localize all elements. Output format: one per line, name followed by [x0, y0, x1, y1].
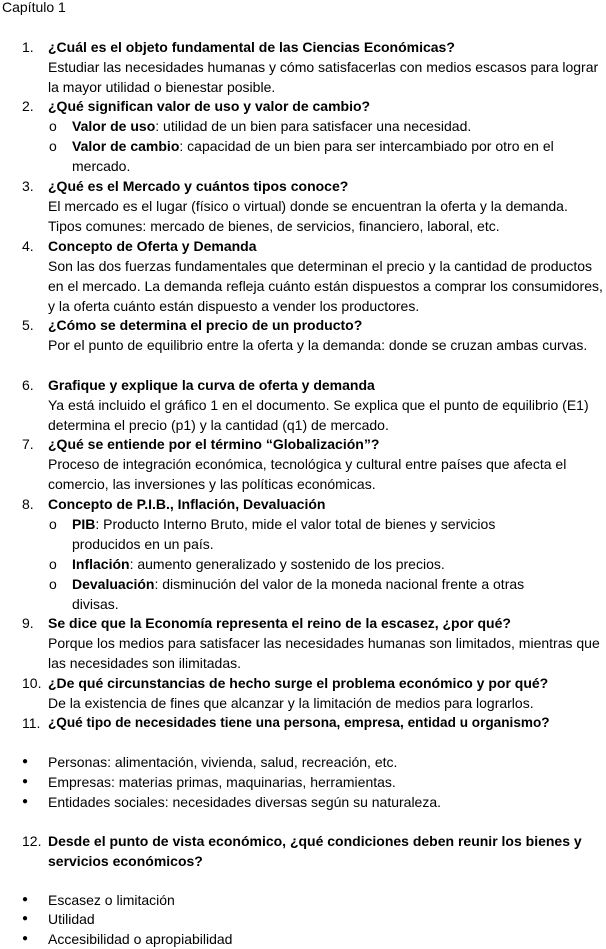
sub-bullet: o: [49, 556, 57, 572]
bullet-dot: ●: [22, 933, 29, 944]
answer-text: Proceso de integración económica, tecnológica y cultural entre países que afecta el comercio, las inversiones y las políticas económicas.: [48, 456, 567, 492]
answer-text: Porque los medios para satisfacer las necesidades humanas son limitados, mientras que las necesidades son ilimitadas.: [48, 635, 600, 671]
question-title: Se dice que la Economía representa el reino de la escasez, ¿por qué?: [48, 615, 511, 631]
question-number: 4.: [22, 238, 34, 254]
question-title: Grafique y explique la curva de oferta y demanda: [48, 377, 375, 393]
question-title: ¿Qué es el Mercado y cuántos tipos conoce?: [48, 178, 349, 194]
bullet-dot: ●: [22, 796, 29, 807]
answer-text: Son las dos fuerzas fundamentales que determinan el precio y la cantidad de productos en el mercado. La demanda refleja cuánto están dispuestos a comprar los consumidores, y la oferta cuánto están dispuesto a vender los productores.: [48, 258, 603, 314]
question-title: Desde el punto de vista económico, ¿qué condiciones deben reunir los bienes y servicios económicos?: [48, 833, 582, 869]
sub-bullet: o: [49, 138, 57, 154]
definition: : Producto Interno Bruto, mide el valor total de bienes y servicios producidos en un país.: [72, 516, 496, 552]
sub-bullet: o: [49, 516, 57, 532]
term: Devaluación: [72, 576, 155, 592]
question-number: 6.: [22, 377, 34, 393]
answer-text: De la existencia de fines que alcanzar y la limitación de medios para lograrlos.: [48, 695, 534, 711]
question-title: ¿De qué circunstancias de hecho surge el problema económico y por qué?: [48, 675, 549, 691]
term: Valor de cambio: [72, 138, 180, 154]
list-item-text: Entidades sociales: necesidades diversas según su naturaleza.: [48, 794, 442, 810]
question-number: 7.: [22, 436, 34, 452]
answer-text: Ya está incluido el gráfico 1 en el documento. Se explica que el punto de equilibrio (E1) determina el precio (p1) y la cantidad (q1) de mercado.: [48, 397, 589, 433]
term: Valor de uso: [72, 118, 156, 134]
term: PIB: [72, 516, 96, 532]
answer-text: Estudiar las necesidades humanas y cómo satisfacerlas con medios escasos para lograr la mayor utilidad o bienestar posible.: [48, 59, 599, 95]
list-item-text: Personas: alimentación, vivienda, salud, recreación, etc.: [48, 754, 398, 770]
question-number: 8.: [22, 496, 34, 512]
sub-bullet: o: [49, 118, 57, 134]
bullet-dot: ●: [22, 756, 29, 767]
question-number: 10.: [22, 675, 42, 691]
list-item-text: Accesibilidad o apropiabilidad: [48, 931, 233, 947]
definition: : capacidad de un bien para ser intercambiado por otro en el mercado.: [72, 138, 554, 174]
bullet-dot: ●: [22, 913, 29, 924]
definition: : aumento generalizado y sostenido de los precios.: [129, 556, 445, 572]
list-item-text: Empresas: materias primas, maquinarias, herramientas.: [48, 774, 396, 790]
answer-text: Por el punto de equilibrio entre la oferta y la demanda: donde se cruzan ambas curvas.: [48, 337, 588, 353]
list-item-text: Utilidad: [48, 911, 95, 927]
list-item-text: Escasez o limitación: [48, 892, 175, 908]
question-title: Concepto de P.I.B., Inflación, Devaluación: [48, 496, 326, 512]
question-number: 2.: [22, 98, 34, 114]
question-number: 3.: [22, 178, 34, 194]
question-title: ¿Qué tipo de necesidades tiene una persona, empresa, entidad u organismo?: [48, 715, 550, 730]
question-title: ¿Qué se entiende por el término “Globalización”?: [48, 436, 380, 452]
question-number: 12.: [22, 833, 42, 849]
definition: : utilidad de un bien para satisfacer una necesidad.: [155, 118, 472, 134]
question-number: 11.: [22, 715, 41, 731]
definition: : disminución del valor de la moneda nacional frente a otras divisas.: [72, 576, 525, 612]
answer-text: El mercado es el lugar (físico o virtual) donde se encuentran la oferta y la demanda. Tipos comunes: mercado de bienes, de servicios, financiero, laboral, etc.: [48, 198, 568, 234]
question-title: ¿Qué significan valor de uso y valor de cambio?: [48, 98, 371, 114]
question-number: 5.: [22, 317, 34, 333]
bullet-dot: ●: [22, 894, 29, 905]
chapter-heading: Capítulo 1: [2, 0, 66, 15]
sub-bullet: o: [49, 576, 57, 592]
question-title: ¿Cuál es el objeto fundamental de las Ciencias Económicas?: [48, 39, 455, 55]
question-title: Concepto de Oferta y Demanda: [48, 238, 257, 254]
term: Inflación: [72, 556, 130, 572]
question-title: ¿Cómo se determina el precio de un producto?: [48, 317, 363, 333]
bullet-dot: ●: [22, 776, 29, 787]
question-number: 9.: [22, 615, 34, 631]
question-number: 1.: [22, 39, 34, 55]
